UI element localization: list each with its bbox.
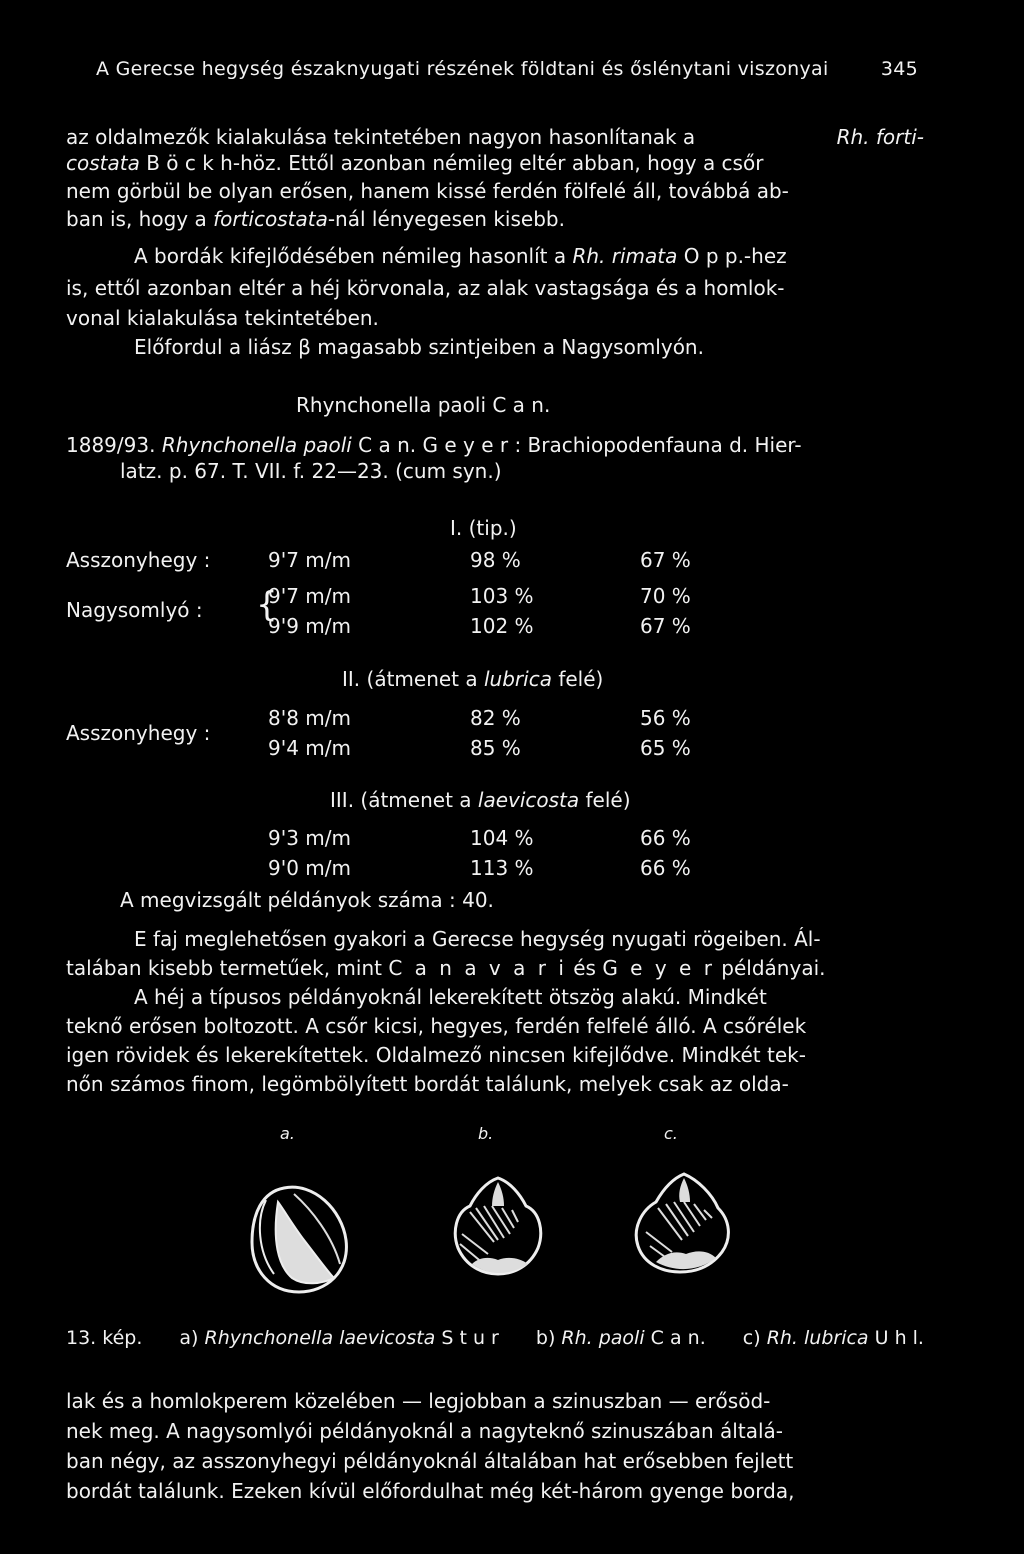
ratio-value: 85 % (470, 736, 521, 760)
ratio-value: 65 % (640, 736, 691, 760)
text-line: talában kisebb termetűek, mint C a n a v a r i és G e y e r példányai. (66, 956, 826, 980)
size-value: 9'7 m/m (268, 584, 352, 608)
text-line: lak és a homlokperem közelében — legjobban a szinuszban — erősöd- (66, 1389, 771, 1413)
page-number: 345 (880, 58, 918, 80)
ratio-value: 82 % (470, 706, 521, 730)
size-value: 9'0 m/m (268, 856, 352, 880)
text-line: nek meg. A nagysomlyói példányoknál a nagyteknő szinuszában általá- (66, 1419, 783, 1443)
shell-drawing-c (628, 1168, 738, 1278)
text-line: ban is, hogy a forticostata-nál lényegesen kisebb. (66, 207, 565, 231)
text-line: Előfordul a liász β magasabb szintjeiben a Nagysomlyón. (134, 335, 704, 359)
group-title: III. (átmenet a laevicosta felé) (330, 788, 631, 812)
text-line: E faj meglehetősen gyakori a Gerecse hegység nyugati rögeiben. Ál- (134, 927, 821, 951)
figure-label-a: a. (280, 1124, 295, 1143)
text-line: A héj a típusos példányoknál lekerekített ötszög alakú. Mindkét (134, 985, 767, 1009)
text-line: ban négy, az asszonyhegyi példányoknál általában hat erősebben fejlett (66, 1449, 794, 1473)
species-heading: Rhynchonella paoli C a n. (296, 393, 551, 417)
ratio-value: 66 % (640, 826, 691, 850)
figure-label-b: b. (478, 1124, 494, 1143)
ratio-value: 67 % (640, 614, 691, 638)
text-line: igen rövidek és lekerekítettek. Oldalmező nincsen kifejlődve. Mindkét tek- (66, 1043, 806, 1067)
size-value: 9'7 m/m (268, 548, 352, 572)
text-line: nem görbül be olyan erősen, hanem kissé ferdén fölfelé áll, továbbá ab- (66, 179, 789, 203)
locality: Asszonyhegy : (66, 548, 211, 572)
group-title: I. (tip.) (450, 516, 517, 540)
header-title: A Gerecse hegység északnyugati részének földtani és őslénytani viszonyai (96, 58, 829, 80)
synonymy-line: 1889/93. Rhynchonella paoli C a n. G e y e r : Brachiopodenfauna d. Hier- (66, 433, 802, 457)
text-line: teknő erősen boltozott. A csőr kicsi, hegyes, ferdén felfelé álló. A csőrélek (66, 1014, 807, 1038)
ratio-value: 98 % (470, 548, 521, 572)
text-line: az oldalmezők kialakulása tekintetében nagyon hasonlítanak a Rh. forti- (66, 125, 924, 149)
text-line: costata B ö c k h-höz. Ettől azonban némileg eltér abban, hogy a csőr (66, 151, 764, 175)
specimen-count: A megvizsgált példányok száma : 40. (120, 888, 494, 912)
ratio-value: 103 % (470, 584, 534, 608)
text-line: is, ettől azonban eltér a héj körvonala, az alak vastagsága és a homlok- (66, 276, 785, 300)
text-line: nőn számos finom, legömbölyített bordát találunk, melyek csak az olda- (66, 1072, 789, 1096)
text-line: A bordák kifejlődésében némileg hasonlít a Rh. rimata O p p.-hez (134, 244, 787, 268)
ratio-value: 56 % (640, 706, 691, 730)
group-title: II. (átmenet a lubrica felé) (342, 667, 604, 691)
ratio-value: 66 % (640, 856, 691, 880)
locality: Nagysomlyó : (66, 598, 203, 622)
figure-label-c: c. (664, 1124, 678, 1143)
size-value: 9'4 m/m (268, 736, 352, 760)
running-header (96, 58, 918, 80)
text-line: vonal kialakulása tekintetében. (66, 306, 379, 330)
ratio-value: 104 % (470, 826, 534, 850)
synonymy-line: latz. p. 67. T. VII. f. 22—23. (cum syn.) (120, 459, 502, 483)
shell-drawing-b (448, 1172, 548, 1280)
shell-drawing-a (244, 1180, 354, 1298)
text-line: bordát találunk. Ezeken kívül előfordulhat még két-három gyenge borda, (66, 1479, 795, 1503)
ratio-value: 67 % (640, 548, 691, 572)
size-value: 9'3 m/m (268, 826, 352, 850)
ratio-value: 70 % (640, 584, 691, 608)
ratio-value: 102 % (470, 614, 534, 638)
size-value: 9'9 m/m (268, 614, 352, 638)
ratio-value: 113 % (470, 856, 534, 880)
figure-caption: 13. kép. a) Rhynchonella laevicosta S t u r b) Rh. paoli C a n. c) Rh. lubrica U h l. (66, 1327, 924, 1349)
size-value: 8'8 m/m (268, 706, 352, 730)
locality: Asszonyhegy : (66, 721, 211, 745)
brace: { (256, 585, 278, 625)
